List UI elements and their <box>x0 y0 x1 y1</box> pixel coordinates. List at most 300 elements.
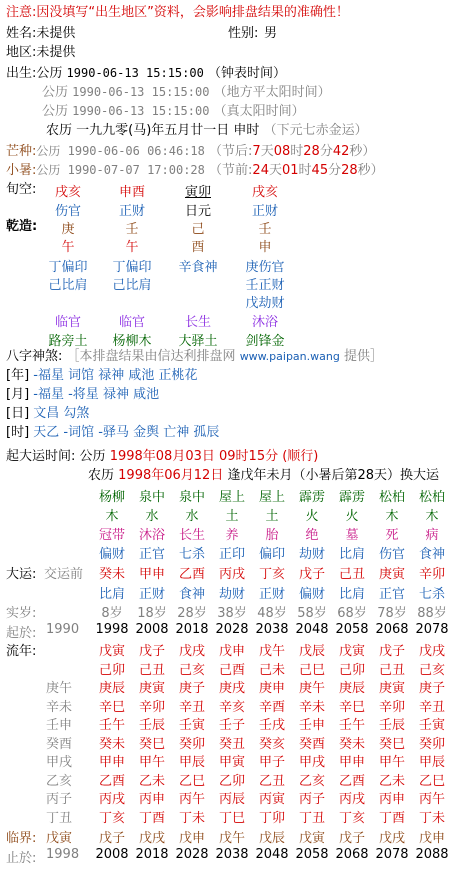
liunian-cell: 壬辰 <box>138 718 165 733</box>
gan-month: 壬 <box>125 222 139 237</box>
liunian-cell: 壬寅 <box>418 718 445 733</box>
notice-prefix: 注意: <box>6 5 37 20</box>
liunian-cell: 乙亥 <box>298 773 325 789</box>
liunian-cell: 癸巳 <box>378 736 405 752</box>
liunian-cell: 庚午 <box>298 681 325 696</box>
liunian-cell: 癸酉 <box>298 736 325 752</box>
liunian-cell: 戊辰 <box>298 644 325 659</box>
liunian-first: 辛未 <box>46 699 73 715</box>
birth-cal: 公历 <box>42 104 69 119</box>
nayin: 大驿土 <box>178 334 218 349</box>
qiyun-row-2 <box>88 467 439 485</box>
linjie-cell: 戊子 <box>98 831 125 846</box>
liunian-cell: 乙未 <box>378 773 405 789</box>
liunian-cell: 丁丑 <box>298 810 325 826</box>
jieqi-unit: 时 <box>298 163 312 178</box>
liunian-cell: 丙午 <box>178 792 205 807</box>
shensha-note2: 提供］ <box>343 349 383 364</box>
liunian-cell: 戊子 <box>378 644 405 659</box>
dayun-shishen: 伤官 <box>378 547 405 562</box>
dayun-nayin-element: 火 <box>305 509 319 524</box>
linjie-cell: 戊申 <box>178 831 205 846</box>
dayun-changsheng: 长生 <box>178 528 205 543</box>
dayun-ganzhi: 己丑 <box>338 567 365 582</box>
linjie-label: 临界: <box>6 831 37 846</box>
site-link[interactable]: www.paipan.wang <box>239 350 340 363</box>
dayun-nayin-element: 木 <box>105 509 119 524</box>
jieqi-minutes: 45 <box>311 163 329 178</box>
qiyun-gl-time: 09时15分 <box>219 449 279 464</box>
nayin: 杨柳木 <box>112 334 152 349</box>
liunian-cell: 丁亥 <box>98 810 125 826</box>
birth-note: （地方平太阳时间） <box>213 85 331 100</box>
dayun-changsheng: 绝 <box>305 528 319 543</box>
dayun-shishen-zhi: 七杀 <box>418 587 445 602</box>
qiyun-gl-note: (顺行) <box>282 449 319 464</box>
dayun-start-year: 2028 <box>215 622 249 637</box>
qiyun-nl: 农历 <box>88 468 115 483</box>
nayin: 路旁土 <box>48 334 88 349</box>
canggan: 丁偏印 <box>112 260 152 275</box>
liunian-cell: 庚子 <box>418 681 445 696</box>
end-year: 2008 <box>95 847 129 862</box>
jieqi-label: 小暑: <box>6 163 37 178</box>
birth-note: （钟表时间） <box>207 66 286 81</box>
liunian-first: 庚午 <box>46 681 73 696</box>
liunian-cell: 庚寅 <box>378 681 405 696</box>
liunian-cell: 丙申 <box>138 792 165 807</box>
liunian-cell: 丁酉 <box>138 810 165 826</box>
dayun-ganzhi: 辛卯 <box>418 567 445 582</box>
canggan: 戊劫财 <box>245 296 285 311</box>
liunian-cell: 乙丑 <box>258 773 285 789</box>
zhi-month: 午 <box>125 240 139 255</box>
dayun-shishen: 偏印 <box>258 547 285 562</box>
liunian-cell: 甲寅 <box>218 755 245 770</box>
birth-cal: 公历 <box>36 66 63 81</box>
dayun-age: 28岁 <box>177 606 207 621</box>
jieqi-xiaoshu <box>6 161 384 180</box>
liunian-cell: 丁未 <box>418 810 445 826</box>
shensha-row <box>6 386 159 404</box>
zhi-year: 午 <box>61 240 75 255</box>
dayun-nayin: 屋上 <box>218 490 245 505</box>
liunian-cell: 己未 <box>258 662 285 678</box>
end-year: 2088 <box>415 847 449 862</box>
birth-datetime: 1990-06-13 15:15:00 <box>72 104 210 118</box>
linjie-cell: 戊午 <box>218 831 245 846</box>
jieqi-before: （节前: <box>209 163 253 178</box>
gan-year: 庚 <box>61 222 75 237</box>
dayun-start-year: 2048 <box>295 622 329 637</box>
end-first: 1998 <box>46 847 80 862</box>
liunian-cell: 辛卯 <box>138 699 165 715</box>
dayun-changsheng: 养 <box>225 528 239 543</box>
dayun-shishen: 比肩 <box>338 547 365 562</box>
shensha-value: -福星 词馆 禄神 咸池 正桃花 <box>33 368 198 383</box>
liunian-cell: 乙酉 <box>98 773 125 789</box>
liunian-cell: 乙卯 <box>218 773 245 789</box>
dayun-shishen-zhi: 正财 <box>138 587 165 602</box>
dayun-label: 大运: <box>6 567 37 582</box>
liunian-cell: 辛巳 <box>98 699 125 715</box>
liunian-cell: 壬寅 <box>178 718 205 733</box>
jieqi-minutes: 28 <box>303 144 320 159</box>
dayun-first: 交运前 <box>44 567 84 582</box>
liunian-cell: 辛卯 <box>378 699 405 715</box>
shishen-hour: 正财 <box>251 204 278 219</box>
sex-label: 性别: <box>228 26 259 41</box>
dayun-age: 8岁 <box>101 606 123 621</box>
liunian-cell: 壬申 <box>298 718 325 733</box>
liunian-first: 丁丑 <box>46 810 73 826</box>
linjie-cell: 戊子 <box>338 831 365 846</box>
dayun-ganzhi: 庚寅 <box>378 567 405 582</box>
region-row <box>6 44 75 62</box>
region-label: 地区: <box>6 45 37 60</box>
dayun-ganzhi: 丁亥 <box>258 567 285 582</box>
dayun-nayin: 霹雳 <box>298 490 325 505</box>
liunian-cell: 癸巳 <box>138 736 165 752</box>
liunian-cell: 癸卯 <box>418 736 445 752</box>
jieqi-date: 公历 1990-07-07 17:00:28 <box>36 163 205 177</box>
liunian-cell: 庚寅 <box>138 681 165 696</box>
birth-row-1 <box>6 64 286 83</box>
dayun-start-year: 2068 <box>375 622 409 637</box>
liunian-cell: 癸未 <box>338 736 365 752</box>
dayun-nayin: 泉中 <box>138 490 165 505</box>
canggan: 丁偏印 <box>48 260 88 275</box>
start-first: 1990 <box>46 622 80 637</box>
liunian-cell: 己亥 <box>178 662 205 678</box>
liunian-cell: 庚辰 <box>338 681 365 696</box>
end-label: 止於: <box>6 851 37 866</box>
xunkong-cell: 戌亥 <box>54 185 81 200</box>
liunian-cell: 丙寅 <box>258 792 285 807</box>
linjie-cell: 戊戌 <box>378 831 405 846</box>
liunian-cell: 丙戌 <box>98 792 125 807</box>
dayun-nayin: 松柏 <box>418 490 445 505</box>
liunian-cell: 丙戌 <box>338 792 365 807</box>
gan-day: 己 <box>191 222 205 237</box>
liunian-cell: 丁未 <box>178 810 205 826</box>
jieqi-unit: 分 <box>319 144 333 159</box>
dayun-ganzhi: 乙酉 <box>178 567 205 582</box>
gan-hour: 壬 <box>258 222 272 237</box>
liunian-cell: 甲辰 <box>418 755 445 770</box>
birth-note: （真太阳时间） <box>213 104 305 119</box>
canggan: 己比肩 <box>48 278 88 293</box>
notice-text: 因没填写“出生地区”资料，会影响排盘结果的准确性！ <box>36 5 349 20</box>
liunian-cell: 辛亥 <box>218 699 245 715</box>
dayun-nayin: 霹雳 <box>338 490 365 505</box>
dayun-changsheng: 病 <box>425 528 439 543</box>
liunian-cell: 乙巳 <box>418 773 445 789</box>
dayun-ganzhi: 甲申 <box>138 567 165 582</box>
dayun-shishen-zhi: 比肩 <box>338 587 365 602</box>
dayun-age: 18岁 <box>137 606 167 621</box>
dayun-changsheng: 胎 <box>265 528 279 543</box>
liunian-cell: 乙未 <box>138 773 165 789</box>
jieqi-mangzhong <box>6 142 375 161</box>
liunian-label: 流年: <box>6 644 37 659</box>
lunar-row <box>46 122 368 140</box>
liunian-cell: 丙申 <box>378 792 405 807</box>
liunian-cell: 丁卯 <box>258 810 285 826</box>
qiyun-nl-mid: 逢戊年未月（小暑后第28天）换大运 <box>227 468 440 483</box>
liunian-cell: 庚戌 <box>218 681 245 696</box>
dayun-age: 78岁 <box>377 606 407 621</box>
liunian-cell: 癸卯 <box>178 736 205 752</box>
dayun-shishen-zhi: 正财 <box>258 587 285 602</box>
liunian-cell: 己丑 <box>138 662 165 678</box>
dayun-nayin: 屋上 <box>258 490 285 505</box>
dayun-changsheng: 墓 <box>345 528 359 543</box>
jieqi-hours: 08 <box>273 144 291 159</box>
shensha-row <box>6 424 219 442</box>
age-label: 实岁: <box>6 606 37 621</box>
nayin: 剑锋金 <box>245 334 285 349</box>
linjie-cell: 戊辰 <box>258 831 285 846</box>
changsheng: 沐浴 <box>251 315 278 330</box>
dayun-changsheng: 沐浴 <box>138 528 165 543</box>
name-row <box>6 25 278 43</box>
end-year: 2058 <box>295 847 329 862</box>
jieqi-hours: 01 <box>281 163 299 178</box>
liunian-first: 甲戌 <box>46 755 73 770</box>
shensha-label: 八字神煞: <box>6 349 63 364</box>
liunian-cell: 戊午 <box>258 644 285 659</box>
liunian-cell: 己卯 <box>98 662 125 678</box>
liunian-cell: 庚申 <box>258 681 285 696</box>
dayun-age: 58岁 <box>297 606 327 621</box>
lunar-note: （下元七赤金运） <box>263 123 368 138</box>
dayun-shishen: 食神 <box>418 547 445 562</box>
liunian-cell: 己卯 <box>338 662 365 678</box>
liunian-first: 丙子 <box>46 792 73 807</box>
liunian-cell: 戊戌 <box>418 644 445 659</box>
dayun-ganzhi: 丙戌 <box>218 567 245 582</box>
dayun-shishen: 七杀 <box>178 547 205 562</box>
dayun-age: 48岁 <box>257 606 287 621</box>
liunian-cell: 己亥 <box>418 662 445 678</box>
birth-row-3 <box>42 102 305 121</box>
jieqi-days: 24 <box>252 163 269 178</box>
liunian-cell: 甲午 <box>138 755 165 770</box>
dayun-nayin-element: 水 <box>145 509 159 524</box>
dayun-changsheng: 死 <box>385 528 399 543</box>
dayun-nayin-element: 水 <box>185 509 199 524</box>
liunian-cell: 辛酉 <box>258 699 285 715</box>
changsheng: 临官 <box>54 315 81 330</box>
shishen-day: 日元 <box>184 204 211 219</box>
dayun-age: 88岁 <box>417 606 447 621</box>
qiyun-row-1 <box>6 448 318 466</box>
end-year: 2028 <box>175 847 209 862</box>
shensha-key: [年] <box>6 368 30 383</box>
dayun-shishen: 劫财 <box>298 547 325 562</box>
qiyun-gl: 公历 <box>79 449 106 464</box>
dayun-nayin-element: 火 <box>345 509 359 524</box>
birth-row-2 <box>42 83 331 102</box>
liunian-cell: 丙午 <box>418 792 445 807</box>
xunkong-cell: 戌亥 <box>251 185 278 200</box>
dayun-nayin: 杨柳 <box>98 490 125 505</box>
birth-datetime: 1990-06-13 15:15:00 <box>72 85 210 99</box>
dayun-nayin: 松柏 <box>378 490 405 505</box>
liunian-cell: 丁酉 <box>378 810 405 826</box>
qiyun-nl-date: 1998年06月12日 <box>118 468 224 483</box>
shensha-note: ［本排盘结果由信达利排盘网 <box>66 349 236 364</box>
dayun-shishen-zhi: 偏财 <box>298 587 325 602</box>
dayun-shishen: 正官 <box>138 547 165 562</box>
liunian-cell: 戊寅 <box>98 644 125 659</box>
qiyun-label: 起大运时间: <box>6 449 76 464</box>
liunian-cell: 乙巳 <box>178 773 205 789</box>
dayun-ganzhi: 癸未 <box>98 567 125 582</box>
liunian-first: 壬申 <box>46 718 73 733</box>
jieqi-unit: 秒） <box>357 163 384 178</box>
liunian-cell: 庚子 <box>178 681 205 696</box>
zhi-day: 酉 <box>191 240 205 255</box>
shensha-key: [时] <box>6 425 30 440</box>
changsheng: 长生 <box>184 315 211 330</box>
qianzao-label: 乾造: <box>6 219 38 234</box>
lunar-date: 农历 一九九零(马)年五月廿一日 申时 <box>46 123 260 138</box>
liunian-cell: 辛丑 <box>418 699 445 715</box>
jieqi-unit: 天 <box>260 144 274 159</box>
liunian-cell: 癸未 <box>98 736 125 752</box>
liunian-cell: 辛未 <box>298 699 325 715</box>
liunian-cell: 壬辰 <box>378 718 405 733</box>
liunian-cell: 己丑 <box>378 662 405 678</box>
liunian-cell: 己酉 <box>218 662 245 678</box>
changsheng: 临官 <box>118 315 145 330</box>
jieqi-date: 公历 1990-06-06 06:46:18 <box>36 144 205 158</box>
liunian-first: 乙亥 <box>46 773 73 789</box>
jieqi-unit: 分 <box>328 163 342 178</box>
liunian-cell: 辛巳 <box>338 699 365 715</box>
dayun-shishen-zhi: 比肩 <box>98 587 125 602</box>
end-year: 2018 <box>135 847 169 862</box>
dayun-start-year: 2018 <box>175 622 209 637</box>
liunian-cell: 丁巳 <box>218 810 245 826</box>
dayun-nayin: 泉中 <box>178 490 205 505</box>
dayun-shishen-zhi: 食神 <box>178 587 205 602</box>
liunian-cell: 戊戌 <box>178 644 205 659</box>
shensha-value: 文昌 勾煞 <box>33 406 90 421</box>
shensha-row <box>6 405 89 423</box>
dayun-start-year: 1998 <box>95 622 129 637</box>
liunian-cell: 癸亥 <box>258 736 285 752</box>
canggan: 辛食神 <box>178 260 218 275</box>
linjie-first: 戊寅 <box>46 831 73 846</box>
jieqi-unit: 秒） <box>349 144 376 159</box>
liunian-cell: 戊寅 <box>338 644 365 659</box>
qiyun-gl-date: 1998年08月03日 <box>109 449 215 464</box>
birth-cal: 公历 <box>42 85 69 100</box>
jieqi-label: 芒种: <box>6 144 37 159</box>
liunian-cell: 甲辰 <box>178 755 205 770</box>
dayun-start-year: 2078 <box>415 622 449 637</box>
end-year: 2078 <box>375 847 409 862</box>
jieqi-seconds: 42 <box>332 144 350 159</box>
xunkong-cell: 申酉 <box>118 185 145 200</box>
liunian-first: 癸酉 <box>46 736 73 752</box>
liunian-cell: 己巳 <box>298 662 325 678</box>
liunian-cell: 戊子 <box>138 644 165 659</box>
dayun-nayin-element: 木 <box>425 509 439 524</box>
dayun-age: 68岁 <box>337 606 367 621</box>
liunian-cell: 壬午 <box>338 718 365 733</box>
dayun-start-year: 2008 <box>135 622 169 637</box>
linjie-cell: 戊戌 <box>138 831 165 846</box>
shensha-value: 天乙 -词馆 -驿马 金舆 亡神 孤辰 <box>33 425 220 440</box>
shensha-key: [日] <box>6 406 30 421</box>
liunian-cell: 壬戌 <box>258 718 285 733</box>
end-year: 2048 <box>255 847 289 862</box>
dayun-shishen-zhi: 劫财 <box>218 587 245 602</box>
xunkong-label: 旬空: <box>6 182 37 197</box>
liunian-cell: 乙酉 <box>338 773 365 789</box>
jieqi-days: 7 <box>252 144 261 159</box>
region-value: 未提供 <box>36 45 76 60</box>
shishen-year: 伤官 <box>54 204 81 219</box>
liunian-cell: 庚辰 <box>98 681 125 696</box>
jieqi-unit: 天 <box>268 163 282 178</box>
name-label: 姓名: <box>6 26 37 41</box>
liunian-cell: 甲戌 <box>298 755 325 770</box>
dayun-changsheng: 冠带 <box>98 528 125 543</box>
dayun-shishen: 正印 <box>218 547 245 562</box>
dayun-nayin-element: 土 <box>265 509 279 524</box>
liunian-cell: 丙辰 <box>218 792 245 807</box>
name-value: 未提供 <box>36 26 76 41</box>
jieqi-unit: 时 <box>290 144 304 159</box>
zhi-hour: 申 <box>258 240 272 255</box>
liunian-cell: 壬午 <box>98 718 125 733</box>
shensha-row <box>6 367 198 385</box>
dayun-age: 38岁 <box>217 606 247 621</box>
notice <box>6 4 349 22</box>
xunkong-cell: 寅卯 <box>184 185 211 200</box>
canggan: 壬正财 <box>245 278 285 293</box>
birth-datetime: 1990-06-13 15:15:00 <box>66 66 204 80</box>
liunian-cell: 丙子 <box>298 792 325 807</box>
dayun-nayin-element: 木 <box>385 509 399 524</box>
shensha-value: -福星 -将星 禄神 咸池 <box>33 387 160 402</box>
liunian-cell: 戊申 <box>218 644 245 659</box>
dayun-shishen-zhi: 正官 <box>378 587 405 602</box>
shensha-key: [月] <box>6 387 30 402</box>
dayun-ganzhi: 戊子 <box>298 567 325 582</box>
end-year: 2038 <box>215 847 249 862</box>
canggan: 庚伤官 <box>245 260 285 275</box>
liunian-cell: 甲申 <box>338 755 365 770</box>
jieqi-before: （节后: <box>209 144 253 159</box>
start-label: 起於: <box>6 626 37 641</box>
liunian-cell: 辛丑 <box>178 699 205 715</box>
shishen-month: 正财 <box>118 204 145 219</box>
birth-label: 出生: <box>6 66 37 81</box>
sex-value: 男 <box>264 26 278 41</box>
dayun-start-year: 2058 <box>335 622 369 637</box>
linjie-cell: 戊寅 <box>298 831 325 846</box>
linjie-cell: 戊申 <box>418 831 445 846</box>
liunian-cell: 甲申 <box>98 755 125 770</box>
dayun-shishen: 偏财 <box>98 547 125 562</box>
dayun-nayin-element: 土 <box>225 509 239 524</box>
